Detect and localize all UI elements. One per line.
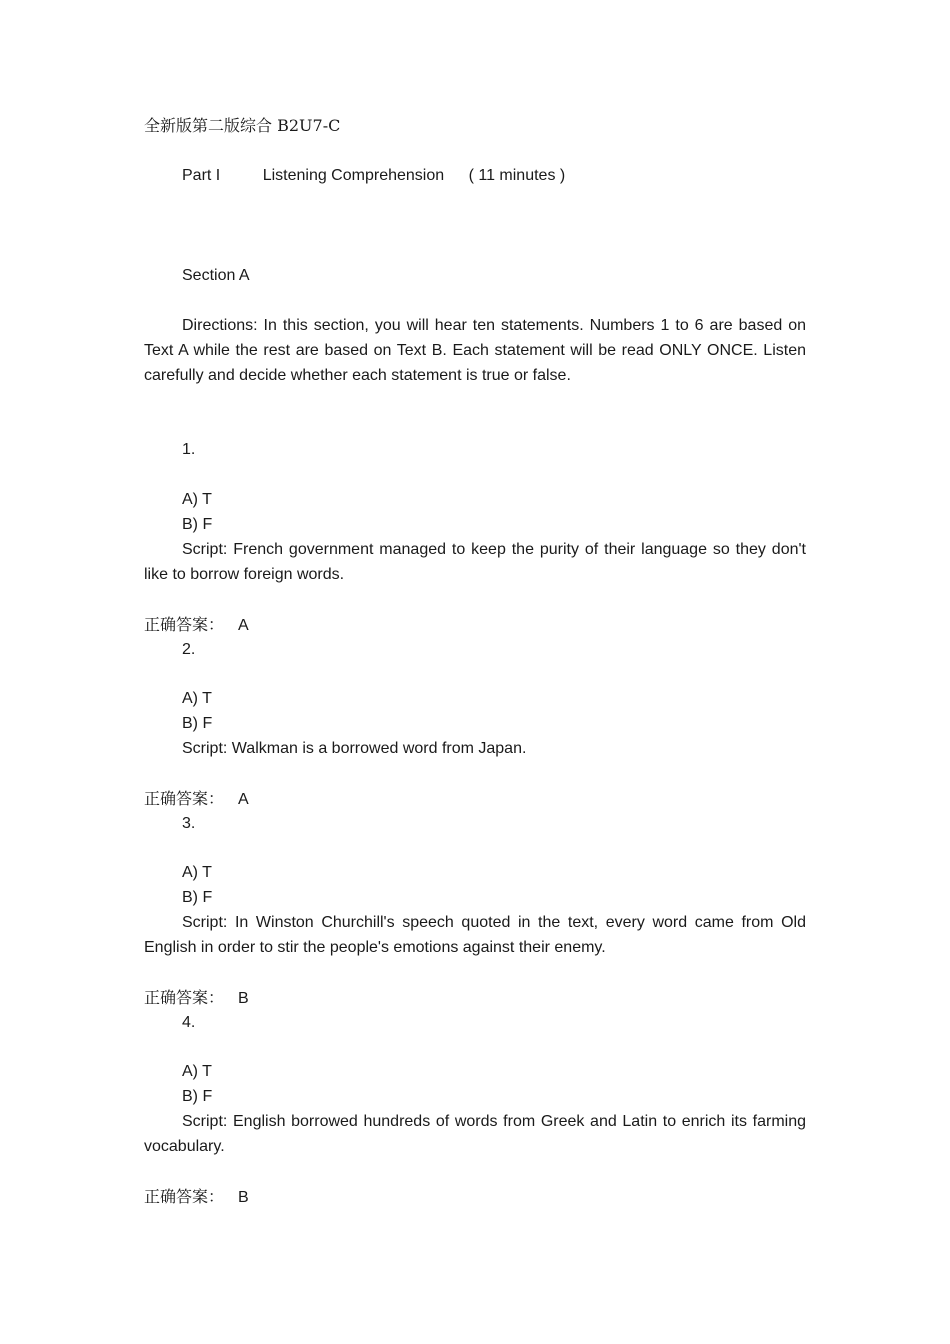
answer-value: A [238,791,249,808]
part-heading [182,163,565,188]
option-b: B) F [182,889,213,906]
option-a: A) T [182,1063,212,1080]
answer-row [144,612,249,637]
answer-value: B [238,1189,249,1206]
document-title: 全新版第二版综合 B2U7-C [144,116,341,135]
answer-label: 正确答案： [144,789,225,808]
answer-label: 正确答案： [144,988,225,1007]
question-number: 3. [182,815,196,832]
question-script: Script: French government managed to keep the purity of their language so they don't like to borrow foreign words. [144,541,806,583]
question-script: Script: Walkman is a borrowed word from Japan. [182,740,527,757]
option-a: A) T [182,690,212,707]
question-number: 2. [182,641,196,658]
option-b: B) F [182,516,213,533]
directions-paragraph: Directions: In this section, you will hear ten statements. Numbers 1 to 6 are based on Text A while the rest are based on Text B. Each statement will be read ONLY ONCE. Listen carefully and decide whether each statement is true or false. [144,317,806,384]
answer-row [144,985,249,1010]
option-a: A) T [182,864,212,881]
question-script: Script: English borrowed hundreds of words from Greek and Latin to enrich its farming vocabulary. [144,1113,806,1155]
answer-label: 正确答案： [144,1187,225,1206]
answer-row [144,786,249,811]
part-duration: ( 11 minutes ) [468,167,566,184]
question-number: 1. [182,441,196,458]
question-script: Script: In Winston Churchill's speech quoted in the text, every word came from Old English in order to stir the people's emotions against their enemy. [144,914,806,956]
section-heading: Section A [182,267,250,284]
answer-row [144,1184,249,1209]
part-label: Part I [182,167,221,184]
option-b: B) F [182,715,213,732]
answer-value: B [238,990,249,1007]
part-name: Listening Comprehension [262,167,445,184]
option-b: B) F [182,1088,213,1105]
answer-label: 正确答案： [144,615,225,634]
answer-value: A [238,617,249,634]
option-a: A) T [182,491,212,508]
question-number: 4. [182,1014,196,1031]
